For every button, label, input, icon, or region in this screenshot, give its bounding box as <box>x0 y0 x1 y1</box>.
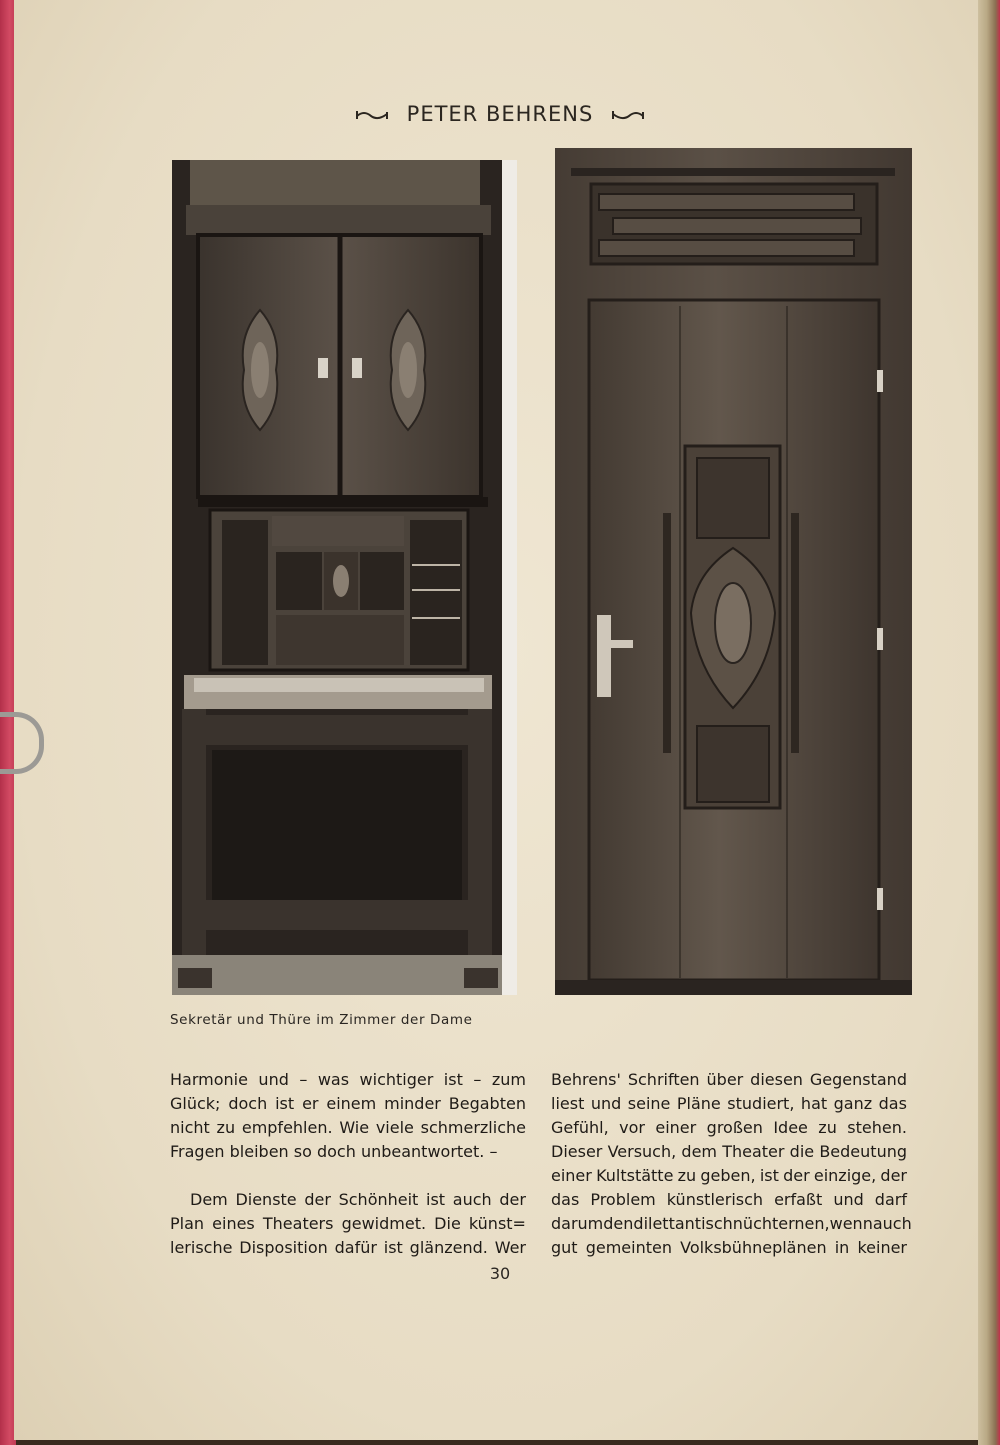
word: künst= <box>468 1214 526 1233</box>
word: liest <box>551 1094 585 1113</box>
word: wichtiger <box>359 1070 434 1089</box>
word: – <box>473 1070 482 1089</box>
word: seine <box>627 1094 671 1113</box>
text-line <box>551 1068 907 1092</box>
text-line <box>170 1212 526 1236</box>
word: großen <box>706 1118 763 1137</box>
word: der <box>304 1190 331 1209</box>
word: ist <box>759 1166 779 1185</box>
word: Glück; <box>170 1094 221 1113</box>
paragraph-gap <box>170 1164 526 1188</box>
word: auch <box>452 1190 492 1209</box>
word: ist <box>383 1238 403 1257</box>
word: der <box>880 1166 907 1185</box>
text-line <box>551 1164 907 1188</box>
word: studiert, <box>727 1094 795 1113</box>
word: Dem <box>190 1190 228 1209</box>
word: Gefühl, <box>551 1118 609 1137</box>
word: ganz <box>833 1094 873 1113</box>
word: die <box>789 1142 815 1161</box>
word: Disposition <box>239 1238 328 1257</box>
word: Bedeutung <box>819 1142 907 1161</box>
word: keiner <box>857 1238 907 1257</box>
word: nicht <box>170 1118 210 1137</box>
word: und <box>258 1070 289 1089</box>
word: Theaters <box>262 1214 334 1233</box>
word: zu <box>216 1118 236 1137</box>
word: minder <box>384 1094 441 1113</box>
text-column-left <box>170 1068 526 1260</box>
word: Schriften <box>627 1070 700 1089</box>
text-column-right <box>551 1068 912 1260</box>
word: darf <box>874 1190 907 1209</box>
word: und <box>833 1190 864 1209</box>
word: über <box>706 1070 744 1089</box>
word: Theater <box>722 1142 785 1161</box>
word: Gegenstand <box>809 1070 907 1089</box>
word: das <box>878 1094 907 1113</box>
text-line <box>551 1092 907 1116</box>
word: dem <box>681 1142 717 1161</box>
word: einzige, <box>813 1166 877 1185</box>
word: und <box>590 1094 622 1113</box>
word: Plan <box>170 1214 205 1233</box>
word: dafür <box>334 1238 377 1257</box>
text-line <box>551 1212 912 1236</box>
secretary-desk-photo <box>172 160 517 995</box>
word: gut <box>551 1238 578 1257</box>
word: zum <box>491 1070 526 1089</box>
word: Dieser <box>551 1142 603 1161</box>
page-edge <box>978 0 1000 1445</box>
text-line <box>170 1092 526 1116</box>
word: einer <box>655 1118 697 1137</box>
text-line: Fragen bleiben so doch unbeantwortet. – <box>170 1142 498 1161</box>
text-line <box>551 1116 907 1140</box>
word: nüchternen, <box>732 1214 830 1233</box>
word: der <box>783 1166 810 1185</box>
word: Dienste <box>235 1190 297 1209</box>
word: eines <box>212 1214 255 1233</box>
running-header <box>0 102 1000 127</box>
text-line <box>551 1188 907 1212</box>
word: schmerzliche <box>420 1118 526 1137</box>
word: Problem <box>590 1190 656 1209</box>
word: er <box>302 1094 319 1113</box>
page-number: 30 <box>489 1264 511 1283</box>
word: den <box>603 1214 634 1233</box>
word: in <box>834 1238 850 1257</box>
word: stehen. <box>847 1118 907 1137</box>
word: künstlerisch <box>666 1190 764 1209</box>
word: gewidmet. <box>341 1214 427 1233</box>
word: viele <box>375 1118 414 1137</box>
word: gemeinten <box>585 1238 672 1257</box>
word: geben, <box>700 1166 756 1185</box>
header-title: PETER BEHRENS <box>406 102 594 126</box>
word: Die <box>434 1214 461 1233</box>
word: Pläne <box>676 1094 721 1113</box>
word: diesen <box>750 1070 803 1089</box>
word: ist <box>443 1070 463 1089</box>
figure-caption: Sekretär und Thüre im Zimmer der Dame <box>170 1012 473 1028</box>
word: zu <box>818 1118 837 1137</box>
word: glänzend. <box>409 1238 488 1257</box>
word: vor <box>619 1118 645 1137</box>
text-line <box>551 1140 907 1164</box>
word: was <box>317 1070 350 1089</box>
word: Volksbühneplänen <box>680 1238 827 1257</box>
word: wenn <box>829 1214 873 1233</box>
word: Behrens' <box>551 1070 621 1089</box>
door-photo <box>555 148 912 995</box>
word: Harmonie <box>170 1070 248 1089</box>
word: ist <box>426 1190 446 1209</box>
text-line <box>170 1188 526 1212</box>
word: hat <box>800 1094 828 1113</box>
word: empfehlen. <box>241 1118 333 1137</box>
word: Wie <box>339 1118 370 1137</box>
word: – <box>299 1070 308 1089</box>
word: einer <box>551 1166 592 1185</box>
word: das <box>551 1190 580 1209</box>
text-line <box>551 1236 907 1260</box>
word: Schönheit <box>338 1190 419 1209</box>
word: doch <box>228 1094 268 1113</box>
word: lerische <box>170 1238 233 1257</box>
word: Begabten <box>448 1094 526 1113</box>
word: dilettantisch <box>633 1214 733 1233</box>
word: Kultstätte <box>596 1166 674 1185</box>
header-ornament-left-icon <box>355 103 389 127</box>
header-ornament-right-icon <box>611 103 645 127</box>
word: auch <box>872 1214 912 1233</box>
word: erfaßt <box>774 1190 823 1209</box>
word: darum <box>551 1214 604 1233</box>
word: Wer <box>494 1238 526 1257</box>
text-line <box>170 1068 526 1092</box>
text-line <box>170 1116 526 1140</box>
word: Versuch, <box>607 1142 677 1161</box>
word: einem <box>326 1094 377 1113</box>
word: der <box>499 1190 526 1209</box>
text-line <box>170 1236 526 1260</box>
word: Idee <box>773 1118 808 1137</box>
word: zu <box>677 1166 697 1185</box>
word: ist <box>275 1094 295 1113</box>
